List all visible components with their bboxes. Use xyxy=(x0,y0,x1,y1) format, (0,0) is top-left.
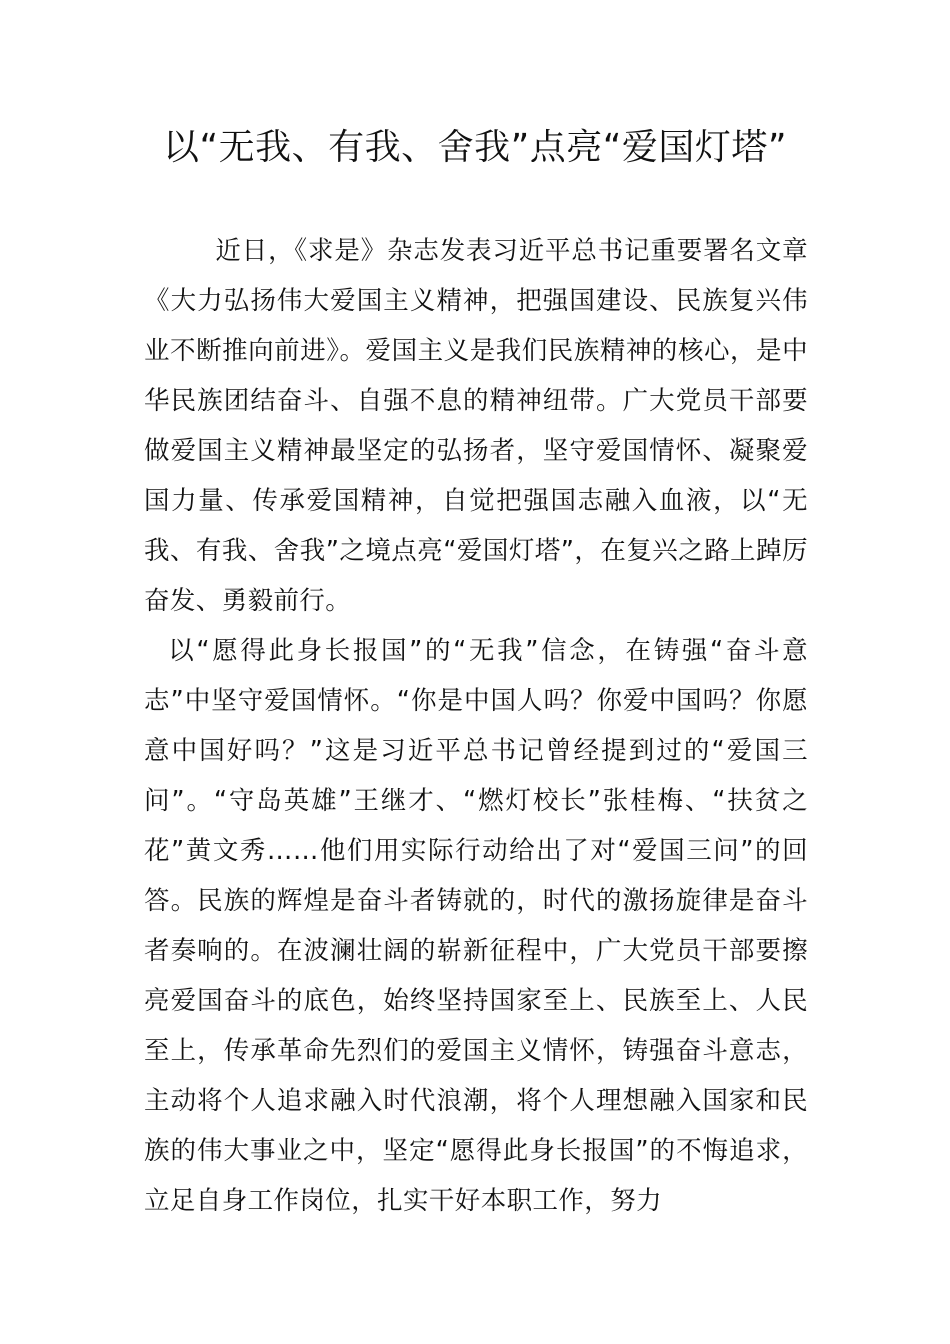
paragraph-2: 以“愿得此身长报国”的“无我”信念，在铸强“奋斗意志”中坚守爱国情怀。“你是中国人吗？你爱中国吗？你愿意中国好吗？”这是习近平总书记曾经提到过的“爱国三问”。“守岛英雄”王继才、“燃灯校长”张桂梅、“扶贫之花”黄文秀……他们用实际行动给出了对“爱国三问”的回答。民族的辉煌是奋斗者铸就的，时代的激扬旋律是奋斗者奏响的。在波澜壮阔的崭新征程中，广大党员干部要擦亮爱国奋斗的底色，始终坚持国家至上、民族至上、人民至上，传承革命先烈们的爱国主义情怀，铸强奋斗意志，主动将个人追求融入时代浪潮，将个人理想融入国家和民族的伟大事业之中，坚定“愿得此身长报国”的不悔追求，立足自身工作岗位，扎实干好本职工作，努力 xyxy=(144,636,808,1216)
paragraph-1: 近日，《求是》杂志发表习近平总书记重要署名文章《大力弘扬伟大爱国主义精神，把强国建设、民族复兴伟业不断推向前进》。爱国主义是我们民族精神的核心，是中华民族团结奋斗、自强不息的精神纽带。广大党员干部要做爱国主义精神最坚定的弘扬者，坚守爱国情怀、凝聚爱国力量、传承爱国精神，自觉把强国志融入血液，以“无我、有我、舍我”之境点亮“爱国灯塔”，在复兴之路上踔厉奋发、勇毅前行。 xyxy=(144,236,808,616)
document-title: 以“无我、有我、舍我”点亮“爱国灯塔” xyxy=(162,127,788,168)
document-body xyxy=(144,226,808,1226)
